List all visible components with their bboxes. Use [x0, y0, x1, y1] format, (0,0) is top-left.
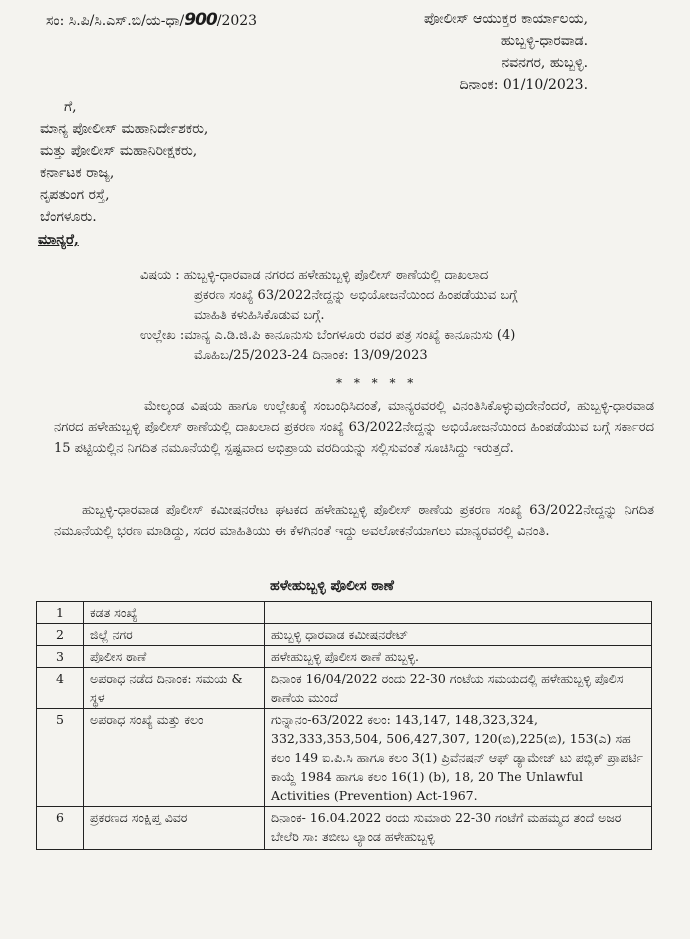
- case-info-table: [36, 601, 652, 850]
- table-row: [37, 807, 652, 850]
- office-line: ಪೋಲೀಸ್ ಆಯುಕ್ತರ ಕಾರ್ಯಾಲಯ,: [424, 11, 589, 27]
- handwritten-number: 900: [184, 10, 217, 30]
- table-title: ಹಳೇಹುಬ್ಬಳ್ಳಿ ಪೊಲೀಸ ಠಾಣೆ: [270, 578, 394, 594]
- subject-line: ಮಾಹಿತಿ ಕಳುಹಿಸಿಕೊಡುವ ಬಗ್ಗೆ.: [194, 308, 325, 323]
- reference-line: ಮೊಹಿಬ/25/2023-24 ದಿನಾಂಕ: 13/09/2023: [194, 348, 428, 363]
- subject-block: [140, 266, 517, 366]
- table-row: [37, 709, 652, 807]
- table-row: [37, 668, 652, 709]
- recipient-block: [40, 96, 209, 228]
- row-value: ಹುಬ್ಬಳ್ಳಿ ಧಾರವಾಡ ಕಮೀಷನರೇಟ್: [265, 624, 652, 646]
- row-value: ದಿನಾಂಕ 16/04/2022 ರಂದು 22-30 ಗಂಟೆಯ ಸಮಯದಲ್ಲಿ ಹಳೇಹುಬ್ಬಳ್ಳಿ ಪೊಲಿಸ ಠಾಣೆಯ ಮುಂದೆ: [265, 668, 652, 709]
- table-row: [37, 646, 652, 668]
- row-number: 4: [37, 668, 84, 709]
- row-value: ಹಳೇಹುಬ್ಬಳ್ಳಿ ಪೊಲೀಸ ಠಾಣೆ ಹುಬ್ಬಳ್ಳಿ.: [265, 646, 652, 668]
- reference-year: /2023: [216, 13, 258, 29]
- reference-number: [46, 10, 257, 30]
- salutation: ಮಾನ್ಯರೆ,: [38, 232, 79, 248]
- row-key: ಕಡತ ಸಂಖ್ಯೆ: [84, 602, 265, 624]
- recipient-line: ನೃಪತುಂಗ ರಸ್ತೆ,: [40, 187, 110, 203]
- row-key: ಅಪರಾಧ ಸಂಖ್ಯೆ ಮತ್ತು ಕಲಂ: [84, 709, 265, 807]
- row-number: 5: [37, 709, 84, 807]
- separator-stars: * * * * *: [336, 376, 418, 390]
- recipient-line: ಮತ್ತು ಪೋಲೀಸ್ ಮಹಾನಿರೀಕ್ಷಕರು,: [40, 143, 198, 159]
- office-address: [424, 8, 588, 96]
- reference-line: ಉಲ್ಲೇಖ :ಮಾನ್ಯ ಎ.ಡಿ.ಜಿ.ಪಿ ಕಾನೂನುಸು ಬೆಂಗಳೂರು ರವರ ಪತ್ರ ಸಂಖ್ಯೆ ಕಾನೂನುಸು (4): [140, 328, 516, 343]
- row-key: ಅಪರಾಧ ನಡೆದ ದಿನಾಂಕ: ಸಮಯ & ಸ್ಥಳ: [84, 668, 265, 709]
- recipient-line: ಮಾನ್ಯ ಪೋಲೀಸ್ ಮಹಾನಿರ್ದೇಶಕರು,: [40, 121, 209, 137]
- row-key: ಪೊಲೀಸ ಠಾಣೆ: [84, 646, 265, 668]
- table-row: [37, 602, 652, 624]
- office-line: ನವನಗರ, ಹುಬ್ಬಳ್ಳಿ.: [501, 55, 589, 71]
- office-line: ಹುಬ್ಬಳ್ಳಿ-ಧಾರವಾಡ.: [500, 33, 589, 49]
- reference-prefix: ಸಂ: ಸಿ.ಪಿ/ಸಿ.ಎಸ್.ಬಿ/ಯ-ಧಾ/: [46, 13, 185, 29]
- body-paragraph: ಹುಬ್ಬಳ್ಳಿ-ಧಾರವಾಡ ಪೊಲೀಸ್ ಕಮೀಷನರೇಟ ಘಟಕದ ಹಳೇಹುಬ್ಬಳ್ಳಿ ಪೊಲೀಸ್ ಠಾಣೆಯ ಪ್ರಕರಣ ಸಂಖ್ಯೆ 63/2022ನೇದ್ದನ್ನು ನಿಗದಿತ ನಮೂನೆಯಲ್ಲಿ ಭರಣ ಮಾಡಿದ್ದು, ಸದರ ಮಾಹಿತಿಯು ಈ ಕೆಳಗಿನಂತೆ ಇದ್ದು ಅವಲೋಕನೆಯಾಗಲು ಮಾನ್ಯರವರಲ್ಲಿ ವಿನಂತಿ.: [54, 503, 654, 539]
- row-value: ದಿನಾಂಕ- 16.04.2022 ರಂದು ಸುಮಾರು 22-30 ಗಂಟೆಗೆ ಮಹಮ್ಮದ ತಂದೆ ಅಜರ ಬೇಲೆರಿ ಸಾ: ತಬೀಬ ಲ್ಯಾಂಡ ಹಳೇಹುಬ್ಬಳ್ಳಿ: [265, 807, 652, 850]
- row-number: 1: [37, 602, 84, 624]
- table-row: [37, 624, 652, 646]
- recipient-line: ಬೆಂಗಳೂರು.: [40, 209, 97, 225]
- body-paragraph: ಮೇಲ್ಕಂಡ ವಿಷಯ ಹಾಗೂ ಉಲ್ಲೇಖಕ್ಕೆ ಸಂಬಂಧಿಸಿದಂತೆ, ಮಾನ್ಯರವರಲ್ಲಿ ವಿನಂತಿಸಿಕೊಳ್ಳುವುದೇನೆಂದರೆ, ಹುಬ್ಬಳ್ಳಿ-ಧಾರವಾಡ ನಗರದ ಹಳೇಹುಬ್ಬಳ್ಳಿ ಪೊಲೀಸ್ ಠಾಣೆಯಲ್ಲಿ ದಾಖಲಾದ ಪ್ರಕರಣ ಸಂಖ್ಯೆ 63/2022ನೇದ್ದನ್ನು ಅಭಿಯೋಜನೆಯಿಂದ ಹಿಂಪಡೆಯುವ ಬಗ್ಗೆ ಸರ್ಕಾರದ 15 ಪಟ್ಟಿಯಲ್ಲಿನ ನಿಗದಿತ ನಮೂನೆಯಲ್ಲಿ ಸ್ಪಷ್ಟವಾದ ಅಭಿಪ್ರಾಯ ವರದಿಯನ್ನು ಸಲ್ಲಿಸುವಂತೆ ಸೂಚಿಸಿದ್ದು ಇರುತ್ತದೆ.: [54, 399, 654, 456]
- row-key: ಜಿಲ್ಲೆ ನಗರ: [84, 624, 265, 646]
- row-key: ಪ್ರಕರಣದ ಸಂಕ್ಷಿಪ್ತ ವಿವರ: [84, 807, 265, 850]
- row-value: [265, 602, 652, 624]
- row-number: 6: [37, 807, 84, 850]
- recipient-line: ಕರ್ನಾಟಕ ರಾಜ್ಯ,: [40, 165, 115, 181]
- letter-date: ದಿನಾಂಕ: 01/10/2023.: [459, 77, 589, 93]
- row-number: 2: [37, 624, 84, 646]
- row-value: ಗುನ್ನಾನಂ-63/2022 ಕಲಂ: 143,147, 148,323,324, 332,333,353,504, 506,427,307, 120(ಬಿ),225(ಬಿ), 153(ಎ) ಸಹ ಕಲಂ 149 ಐ.ಪಿ.ಸಿ ಹಾಗೂ ಕಲಂ 3(1) ಪ್ರಿವೆನಷನ್ ಆಫ್ ಡ್ಯಾಮೇಜ್ ಟು ಪಬ್ಲಿಕ್ ಪ್ರಾಪರ್ಟಿ ಕಾಯ್ದೆ 1984 ಹಾಗೂ ಕಲಂ 16(1) (b), 18, 20 The Unlawful Activities (Prevention) Act-1967.: [265, 709, 652, 807]
- subject-line: ಪ್ರಕರಣ ಸಂಖ್ಯೆ 63/2022ನೇದ್ದನ್ನು ಅಭಿಯೋಜನೆಯಿಂದ ಹಿಂಪಡೆಯುವ ಬಗ್ಗೆ: [194, 288, 518, 303]
- subject-line: ವಿಷಯ : ಹುಬ್ಬಳ್ಳಿ-ಧಾರವಾಡ ನಗರದ ಹಳೇಹುಬ್ಬಳ್ಳಿ ಪೊಲೀಸ್ ಠಾಣೆಯಲ್ಲಿ ದಾಖಲಾದ: [140, 268, 489, 283]
- row-number: 3: [37, 646, 84, 668]
- recipient-label: ಗೆ,: [64, 99, 77, 115]
